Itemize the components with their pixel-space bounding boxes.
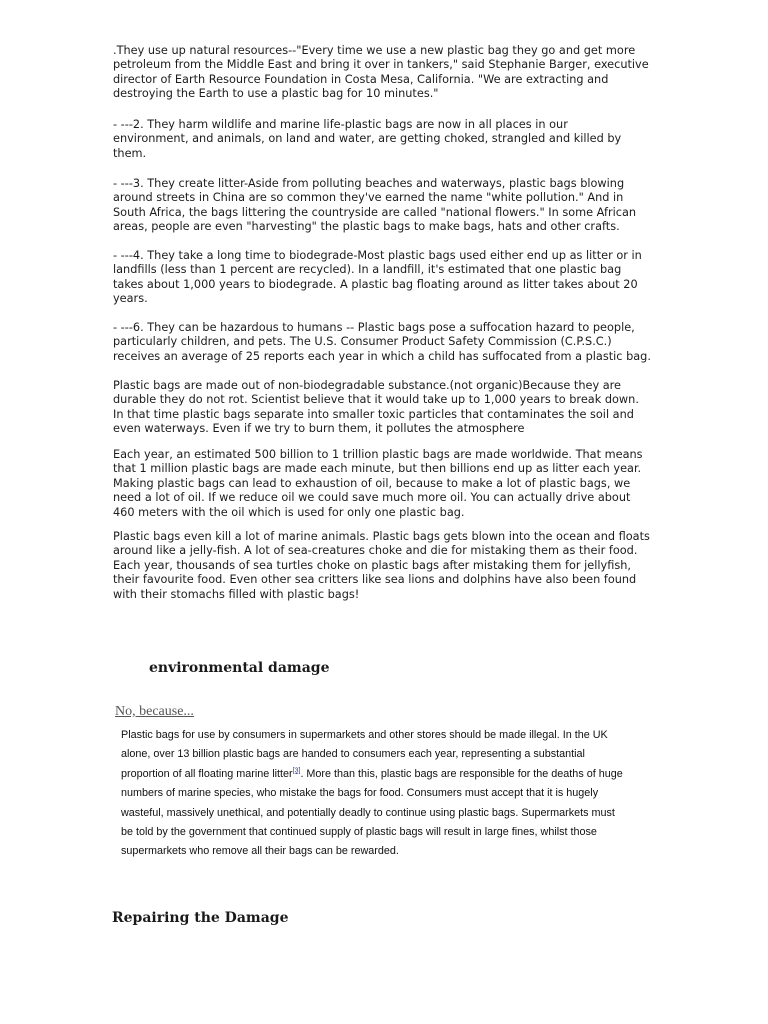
paragraph-biodegrade: - ---4. They take a long time to biodegrade-Most plastic bags used either end up as litter or in landfills (less than 1 percent are recycled). In a landfill, it's estimated that one plastic bag takes about 1,000 years to biodegrade. A plastic bag floating around as litter takes about 20 years. — [113, 249, 642, 306]
section-heading-repairing-the-damage: Repairing the Damage — [112, 910, 289, 926]
paragraph-harm-wildlife: - ---2. They harm wildlife and marine life-plastic bags are now in all places in our environment, and animals, on land and water, are getting choked, strangled and killed by them. — [113, 118, 622, 160]
paragraph-hazardous: - ---6. They can be hazardous to humans -- Plastic bags pose a suffocation hazard to people, particularly children, and pets. The U.S. Consumer Product Safety Commission (C.P.S.C.) receives an average of 25 reports each year in which a child has suffocated from a plastic bag. — [113, 321, 651, 363]
argument-quote — [121, 726, 661, 862]
paragraph-natural-resources: .They use up natural resources--"Every time we use a new plastic bag they go and get more petroleum from the Middle East and bring it over in tankers," said Stephanie Barger, executive director of Earth Resource Foundation in Costa Mesa, California. "We are extracting and destroying the Earth to use a plastic bag for 10 minutes." — [113, 44, 649, 101]
no-because-link[interactable]: No, because... — [115, 704, 194, 719]
paragraph-non-biodegradable: Plastic bags are made out of non-biodegradable substance.(not organic)Because they are durable they do not rot. Scientist believe that it would take up to 1,000 years to break down. In that time plastic bags separate into smaller toxic particles that contaminates the soil and even waterways. Even if we try to burn them, it pollutes the atmosphere — [113, 379, 639, 436]
section-heading-environmental-damage: environmental damage — [149, 660, 330, 676]
paragraph-litter: - ---3. They create litter-Aside from polluting beaches and waterways, plastic bags blowing around streets in China are so common they've earned the name "white pollution." And in South Africa, the bags littering the countryside are called "national flowers." In some African areas, people are even "harvesting" the plastic bags to make bags, hats and other crafts. — [113, 177, 637, 234]
paragraph-production: Each year, an estimated 500 billion to 1 trillion plastic bags are made worldwide. That means that 1 million plastic bags are made each minute, but then billions end up as litter each year. Making plastic bags can lead to exhaustion of oil, because to make a lot of plastic bags, we need a lot of oil. If we reduce oil we could save much more oil. You can actually drive about 460 meters with the oil which is used for only one plastic bag. — [113, 448, 643, 519]
quote-text-part1: Plastic bags for use by consumers in supermarkets and other stores should be made illegal. In the UK alone, over 13 billion plastic bags are handed to consumers each year, representing a substantial proportion of all floating marine litter — [121, 729, 608, 780]
quote-text-part2: . More than this, plastic bags are responsible for the deaths of huge numbers of marine species, who mistake the bags for food. Consumers must accept that it is hugely wasteful, massively unethical, and potentially deadly to continue using plastic bags. Supermarkets must be told by the government that continued supply of plastic bags will result in large fines, whilst those supermarkets who remove all their bags can be rewarded. — [121, 767, 623, 858]
footnote-link[interactable]: [3] — [292, 767, 301, 775]
paragraph-marine-animals: Plastic bags even kill a lot of marine animals. Plastic bags gets blown into the ocean and floats around like a jelly-fish. A lot of sea-creatures choke and die for mistaking them as their food. Each year, thousands of sea turtles choke on plastic bags after mistaking them for jellyfish, their favourite food. Even other sea critters like sea lions and dolphins have also been found with their stomachs filled with plastic bags! — [113, 530, 650, 601]
